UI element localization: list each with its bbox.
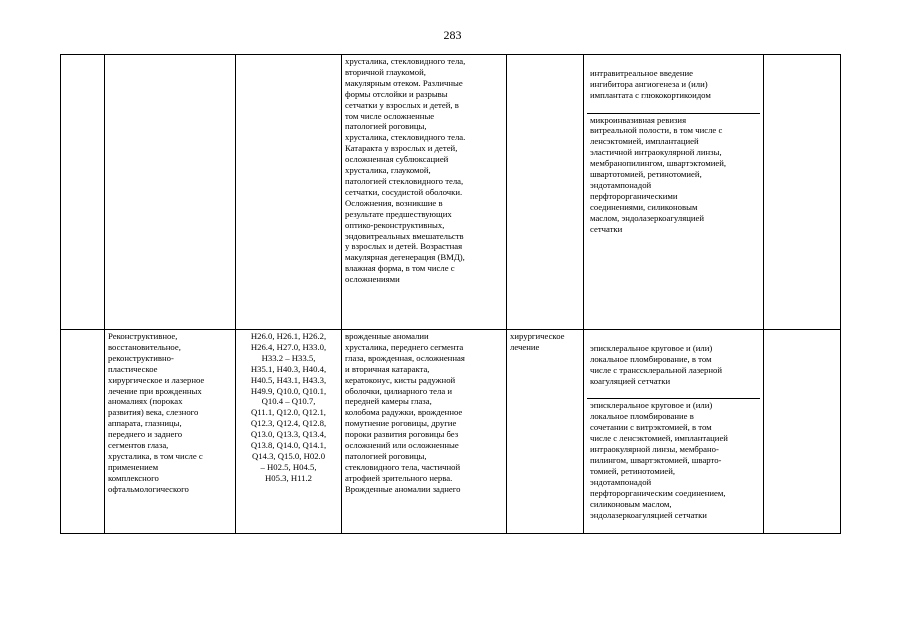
table-row xyxy=(61,330,841,534)
diagnosis-cell: хрусталика, стекловидного тела, вторичной глаукомой, макулярным отеком. Различные формы отслойки и разрывы сетчатки у взрослых и детей, в том числе осложненные патологией роговицы, хрусталика, стекловидного тела. Катаракта у взрослых и детей, осложненная сублюксацией хрусталика, глаукомой, патологией стекловидного тела, сетчатки, сосудистой оболочки. Осложнения, возникшие в результате предшествующих оптико-реконструктивных, эндовитреальных вмешательств у взрослых и детей. Возрастная макулярная дегенерация (ВМД), влажная форма, в том числе с осложнениями xyxy=(342,55,507,330)
diagnosis-cell: врожденные аномалии хрусталика, переднего сегмента глаза, врожденная, осложненная и вторичная катаракта, кератоконус, кисты радужной оболочки, цилиарного тела и передней камеры глаза, колобома радужки, врожденное помутнение роговицы, другие пороки развития роговицы без осложнений или осложненные патологией роговицы, стекловидного тела, частичной атрофией зрительного нерва. Врожденные аномалии заднего xyxy=(342,330,507,534)
methods-cell xyxy=(584,55,764,330)
cost-cell xyxy=(764,55,841,330)
document-table xyxy=(60,54,841,534)
treatment-cell xyxy=(507,55,584,330)
table-row xyxy=(61,55,841,330)
methods-cell xyxy=(584,330,764,534)
method-text: эписклеральное круговое и (или) локальное пломбирование в сочетании с витрэктомией, в том числе с ленсэктомией, имплантацией интраокулярной линзы, мембрано- пилингом, швартэктомией, шварто- томией, ретинотомией, эндотампонадой перфторорганическим соединением, силиконовым маслом, эндолазеркоагуляцией сетчатки xyxy=(587,398,760,521)
method-text: микроинвазивная ревизия витреальной полости, в том числе с ленсэктомией, имплантацией эластичной интраокулярной линзы, мембранопилингом, швартэктомией, швартотомией, ретинотомией, эндотампонадой перфторорганическими соединениями, силиконовым маслом, эндолазеркоагуляцией сетчатки xyxy=(587,113,760,236)
method-text: эписклеральное круговое и (или) локальное пломбирование, в том числе с транссклеральной лазерной коагуляцией сетчатки xyxy=(590,342,722,386)
codes-cell: H26.0, H26.1, H26.2, H26.4, H27.0, H33.0, H33.2 – H33.5, H35.1, H40.3, H40.4, H40.5, H43.1, H43.3, H49.9, Q10.0, Q10.1, Q10.4 – Q10.7, Q11.1, Q12.0, Q12.1, Q12.3, Q12.4, Q12.8, Q13.0, Q13.3, Q13.4, Q13.8, Q14.0, Q14.1, Q14.3, Q15.0, H02.0 – H02.5, H04.5, H05.3, H11.2 xyxy=(236,330,342,534)
number-cell xyxy=(61,330,105,534)
method-text: интравитреальное введение ингибитора ангиогенеза и (или) имплантата с глюкокортикоидом xyxy=(590,67,711,100)
treatment-cell: хирургическое лечение xyxy=(507,330,584,534)
cost-cell xyxy=(764,330,841,534)
page-number: 283 xyxy=(443,28,462,42)
codes-cell xyxy=(236,55,342,330)
name-cell xyxy=(105,55,236,330)
number-cell xyxy=(61,55,105,330)
name-cell: Реконструктивное, восстановительное, реконструктивно- пластическое хирургическое и лазерное лечение при врожденных аномалиях (пороках развития) века, слезного аппарата, глазницы, переднего и заднего сегментов глаза, хрусталика, в том числе с применением комплексного офтальмологического xyxy=(105,330,236,534)
